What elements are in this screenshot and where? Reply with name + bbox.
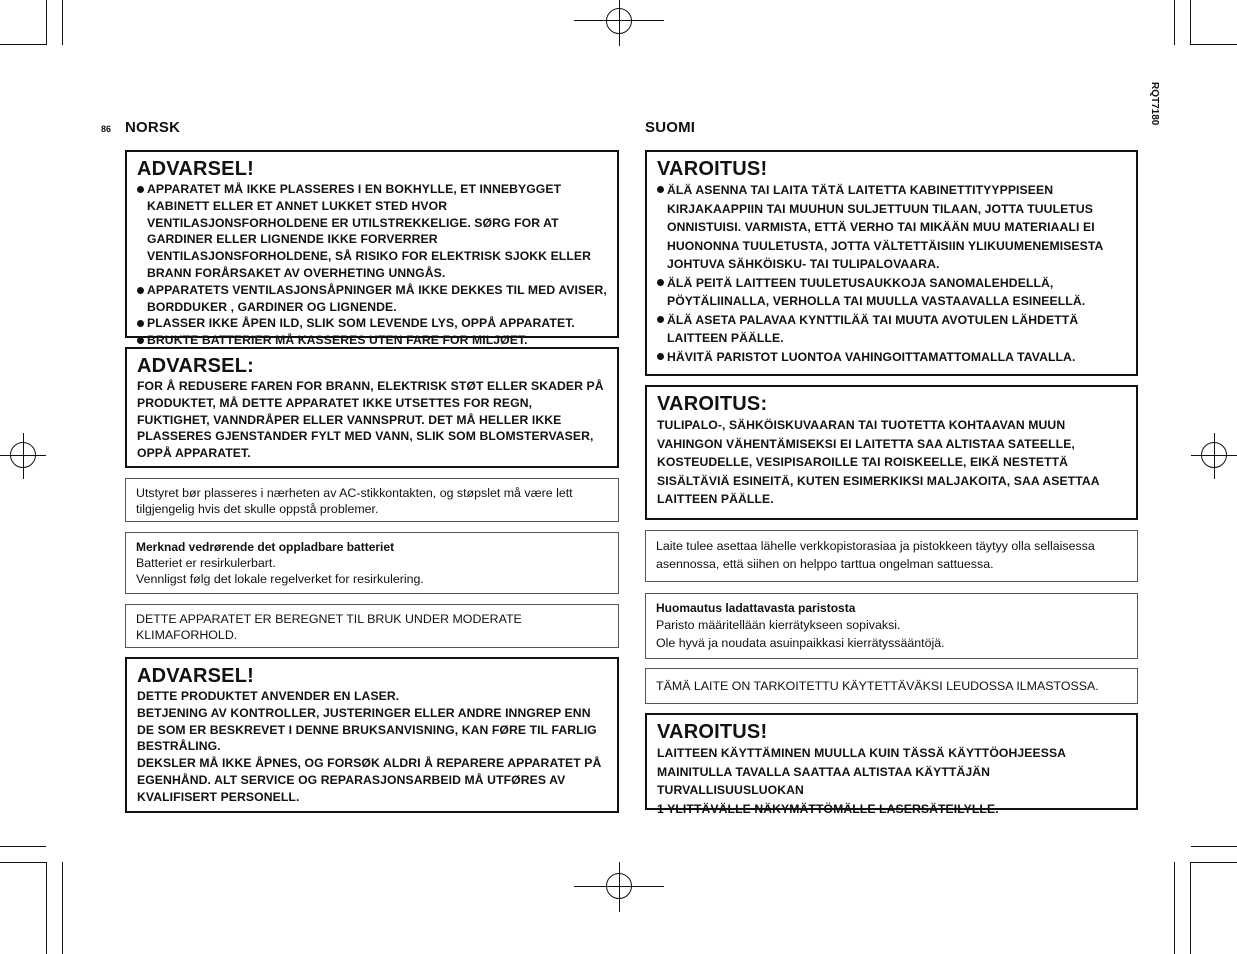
battery-note-line: Ole hyvä ja noudata asuinpaikkasi kierrätyssääntöjä. [656,636,945,650]
warning-text: FOR Å REDUSERE FAREN FOR BRANN, ELEKTRISK STØT ELLER SKADER PÅ PRODUKTET, MÅ DETTE APPARATET IKKE UTSETTES FOR REGN, FUKTIGHET, VANNDRÅPER ELLER VANNSPRUT. DET MÅ HELLER IKKE PLASSERES GJENSTANDER FYLT MED VANN, SLIK SOM BLOMSTERVASER, OPPÅ APPARATET. [137,379,604,461]
laser-warning-line: DETTE PRODUKTET ANVENDER EN LASER. [137,689,400,703]
battery-note-title: Huomautus ladattavasta paristosta [656,601,856,615]
battery-note-line: Vennligst følg det lokale regelverket for resirkulering. [136,572,424,586]
norsk-warning-box-2 [125,347,619,468]
laser-warning-line: 1 YLITTÄVÄLLE NÄKYMÄTTÖMÄLLE LASERSÄTEILYLLE. [657,801,999,816]
warning-title: VAROITUS! [657,721,768,743]
warning-list [657,181,1126,366]
section-title-suomi: SUOMI [645,119,696,136]
warning-item: ÄLÄ PEITÄ LAITTEEN TUULETUSAUKKOJA SANOMALEHDELLÄ, PÖYTÄLIINALLA, VERHOLLA TAI MUULLA VASTAAVALLA ESINEELLÄ. [657,274,1126,311]
suomi-warning-box-2 [645,385,1138,520]
document-code: RQT7180 [1149,82,1160,126]
suomi-climate-box [645,668,1138,704]
warning-item: ÄLÄ ASETA PALAVAA KYNTTILÄÄ TAI MUUTA AVOTULEN LÄHDETTÄ LAITTEEN PÄÄLLE. [657,311,1126,348]
laser-warning-line: LAITTEEN KÄYTTÄMINEN MUULLA KUIN TÄSSÄ KÄYTTÖOHJEESSA MAINITULLA TAVALLA SAATTAA ALTISTAA KÄYTTÄJÄN TURVALLISUUSLUOKAN [657,746,1066,797]
climate-text: TÄMÄ LAITE ON TARKOITETTU KÄYTETTÄVÄKSI LEUDOSSA ILMASTOSSA. [656,679,1099,693]
warning-text: TULIPALO-, SÄHKÖISKUVAARAN TAI TUOTETTA KOHTAAVAN MUUN VAHINGON VÄHENTÄMISEKSI EI LAITETTA SAA ALTISTAA SATEELLE, KOSTEUDELLE, VESIPISAROILLE TAI ROISKEELLE, EIKÄ NESTETTÄ SISÄLTÄVIÄ ESINEITÄ, KUTEN ESIMERKIKSI MALJAKOITA, SAA ASETTAA LAITTEEN PÄÄLLE. [657,418,1100,506]
info-text: Utstyret bør plasseres i nærheten av AC-stikkontakten, og støpslet må være lett tilgjengelig hvis det skulle oppstå problemer. [136,486,573,516]
norsk-battery-note-box [125,532,619,594]
warning-item: ÄLÄ ASENNA TAI LAITA TÄTÄ LAITETTA KABINETTITYYPPISEEN KIRJAKAAPPIIN TAI MUUHUN SULJETTUUN TILAAN, JOTTA TUULETUS ONNISTUISI. VARMISTA, ETTÄ VERHO TAI MIKÄÄN MUU MATERIAALI EI HUONONNA TUULETUSTA, JOTTA VÄLTETTÄISIIN YLIKUUMENEMISESTA JOHTUVA SÄHKÖISKU- TAI TULIPALOVAARA. [657,181,1126,274]
info-text: Laite tulee asettaa lähelle verkkopistorasiaa ja pistokkeen täytyy olla sellaisessa asennossa, että siihen on helppo tarttua ongelman sattuessa. [656,539,1095,571]
norsk-climate-box [125,604,619,648]
warning-title: VAROITUS: [657,393,768,415]
warning-list [137,181,607,349]
norsk-warning-box-1 [125,150,619,348]
warning-title: ADVARSEL! [137,665,254,687]
norsk-info-box [125,478,619,522]
laser-warning-line: DEKSLER MÅ IKKE ÅPNES, OG FORSØK ALDRI Å REPARERE APPARATET PÅ EGENHÅND. ALT SERVICE OG REPARASJONSARBEID MÅ UTFØRES AV KVALIFISERT PERSONELL. [137,756,602,804]
suomi-laser-warning-box [645,713,1138,816]
warning-item: BRUKTE BATTERIER MÅ KASSERES UTEN FARE FOR MILJØET. [137,332,607,349]
battery-note-title: Merknad vedrørende det oppladbare batteriet [136,540,395,554]
suomi-info-box [645,530,1138,582]
suomi-battery-note-box [645,593,1138,659]
laser-warning-line: BETJENING AV KONTROLLER, JUSTERINGER ELLER ANDRE INNGREP ENN DE SOM ER BESKREVET I DENNE BRUKSANVISNING, KAN FØRE TIL FARLIG BESTRÅLING. [137,705,597,754]
warning-title: ADVARSEL! [137,158,254,180]
warning-title: VAROITUS! [657,158,768,180]
warning-item: PLASSER IKKE ÅPEN ILD, SLIK SOM LEVENDE LYS, OPPÅ APPARATET. [137,315,607,332]
warning-title: ADVARSEL: [137,355,254,377]
battery-note-line: Paristo määritellään kierrätykseen sopivaksi. [656,618,901,632]
warning-item: HÄVITÄ PARISTOT LUONTOA VAHINGOITTAMATTOMALLA TAVALLA. [657,348,1126,367]
page-number: 86 [101,124,112,134]
battery-note-line: Batteriet er resirkulerbart. [136,556,276,570]
climate-text: DETTE APPARATET ER BEREGNET TIL BRUK UNDER MODERATE KLIMAFORHOLD. [136,612,522,642]
norsk-laser-warning-box [125,657,619,813]
section-title-norsk: NORSK [125,119,181,136]
suomi-warning-box-1 [645,150,1138,376]
warning-item: APPARATETS VENTILASJONSÅPNINGER MÅ IKKE DEKKES TIL MED AVISER, BORDDUKER , GARDINER OG LIGNENDE. [137,282,607,316]
warning-item: APPARATET MÅ IKKE PLASSERES I EN BOKHYLLE, ET INNEBYGGET KABINETT ELLER ET ANNET LUKKET STED HVOR VENTILASJONSFORHOLDENE ER UTILSTREKKELIGE. SØRG FOR AT GARDINER ELLER LIGNENDE IKKE FORVERRER VENTILASJONSFORHOLDENE, SÅ RISIKO FOR ELEKTRISK SJOKK ELLER BRANN FORÅRSAKET AV OVERHETING UNNGÅS. [137,181,607,282]
